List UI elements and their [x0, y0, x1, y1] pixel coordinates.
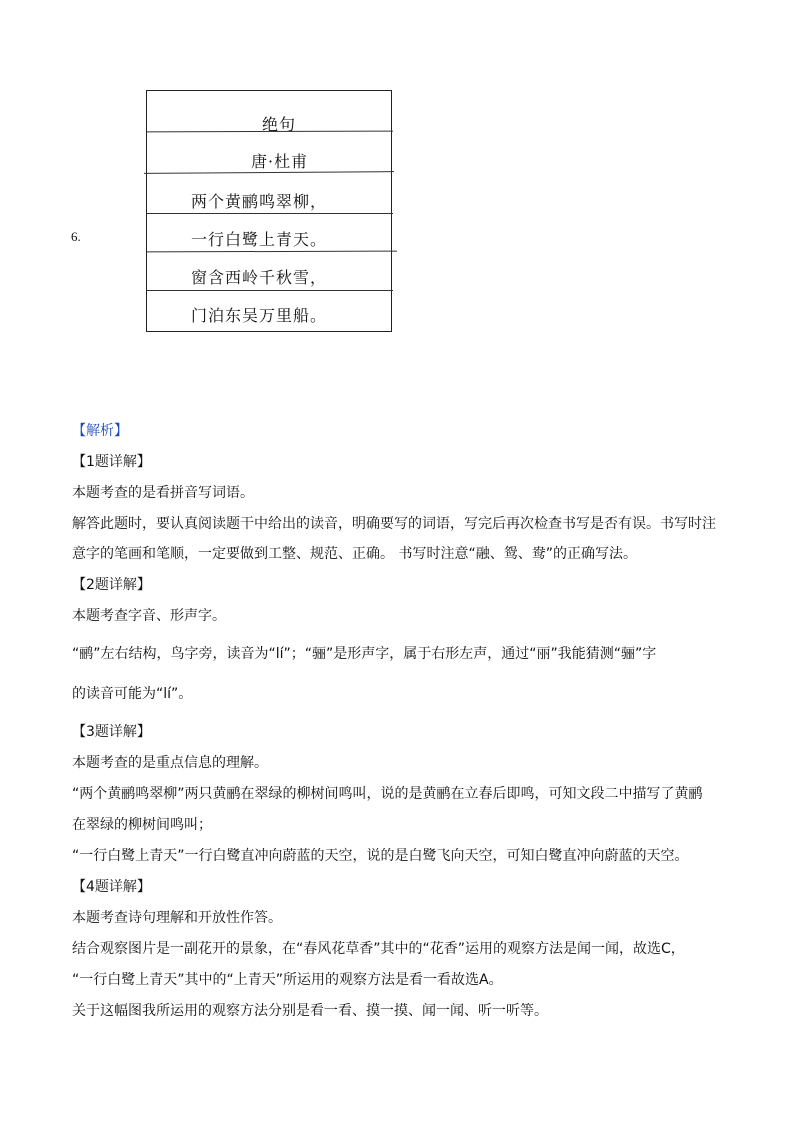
q4-paragraph: 本题考查诗句理解和开放性作答。 [72, 910, 282, 926]
q3-paragraph: 本题考查的是重点信息的理解。 [72, 755, 268, 771]
table-rule [147, 290, 393, 291]
q2-paragraph: “鹂”左右结构，鸟字旁，读音为“lí”；“骊”是形声字，属于右形左声，通过“丽”我能猜测“骊”字 [72, 646, 657, 662]
poem-table [146, 90, 392, 332]
q4-paragraph: 结合观察图片是一副花开的景象，在“春风花草香”其中的“花香”运用的观察方法是闻一闻，故选C， [72, 941, 685, 957]
table-rule [147, 213, 393, 214]
table-rule [147, 251, 397, 253]
q1-paragraph: 解答此题时，要认真阅读题干中给出的读音，明确要写的词语，写完后再次检查书写是否有误。书写时注 [72, 516, 716, 532]
poem-line: 门泊东吴万里船。 [191, 306, 328, 325]
q3-heading: 【3题详解】 [72, 724, 151, 740]
q4-paragraph: 关于这幅图我所运用的观察方法分别是看一看、摸一摸、闻一闻、听一听等。 [72, 1003, 548, 1019]
q4-heading: 【4题详解】 [72, 879, 151, 895]
q1-paragraph: 本题考查的是看拼音写词语。 [72, 485, 254, 501]
q3-paragraph: “两个黄鹂鸣翠柳”两只黄鹂在翠绿的柳树间鸣叫，说的是黄鹂在立春后即鸣，可知文段二中描写了黄鹂 [72, 786, 703, 802]
question-number: 6. [71, 229, 81, 244]
q1-heading: 【1题详解】 [72, 454, 151, 470]
q2-heading: 【2题详解】 [72, 577, 151, 593]
q2-paragraph: 本题考查字音、形声字。 [72, 608, 226, 624]
poem-line: 窗含西岭千秋雪， [191, 268, 328, 287]
poem-author: 唐·杜甫 [251, 152, 309, 171]
q3-paragraph: 在翠绿的柳树间鸣叫； [72, 817, 212, 833]
analysis-heading: 【解析】 [72, 423, 128, 439]
q4-paragraph: “一行白鹭上青天”其中的“上青天”所运用的观察方法是看一看故选A。 [72, 972, 503, 988]
poem-title: 绝句 [262, 115, 297, 134]
q3-paragraph: “一行白鹭上青天”一行白鹭直冲向蔚蓝的天空，说的是白鹭飞向天空，可知白鹭直冲向蔚蓝的天空。 [72, 848, 689, 864]
q2-paragraph: 的读音可能为“lí”。 [72, 686, 193, 702]
poem-line: 一行白鹭上青天。 [191, 230, 328, 249]
q1-paragraph: 意字的笔画和笔顺，一定要做到工整、规范、正确。 书写时注意“融、鸳、鸯”的正确写法。 [72, 546, 637, 562]
poem-line: 两个黄鹂鸣翠柳， [191, 192, 328, 211]
